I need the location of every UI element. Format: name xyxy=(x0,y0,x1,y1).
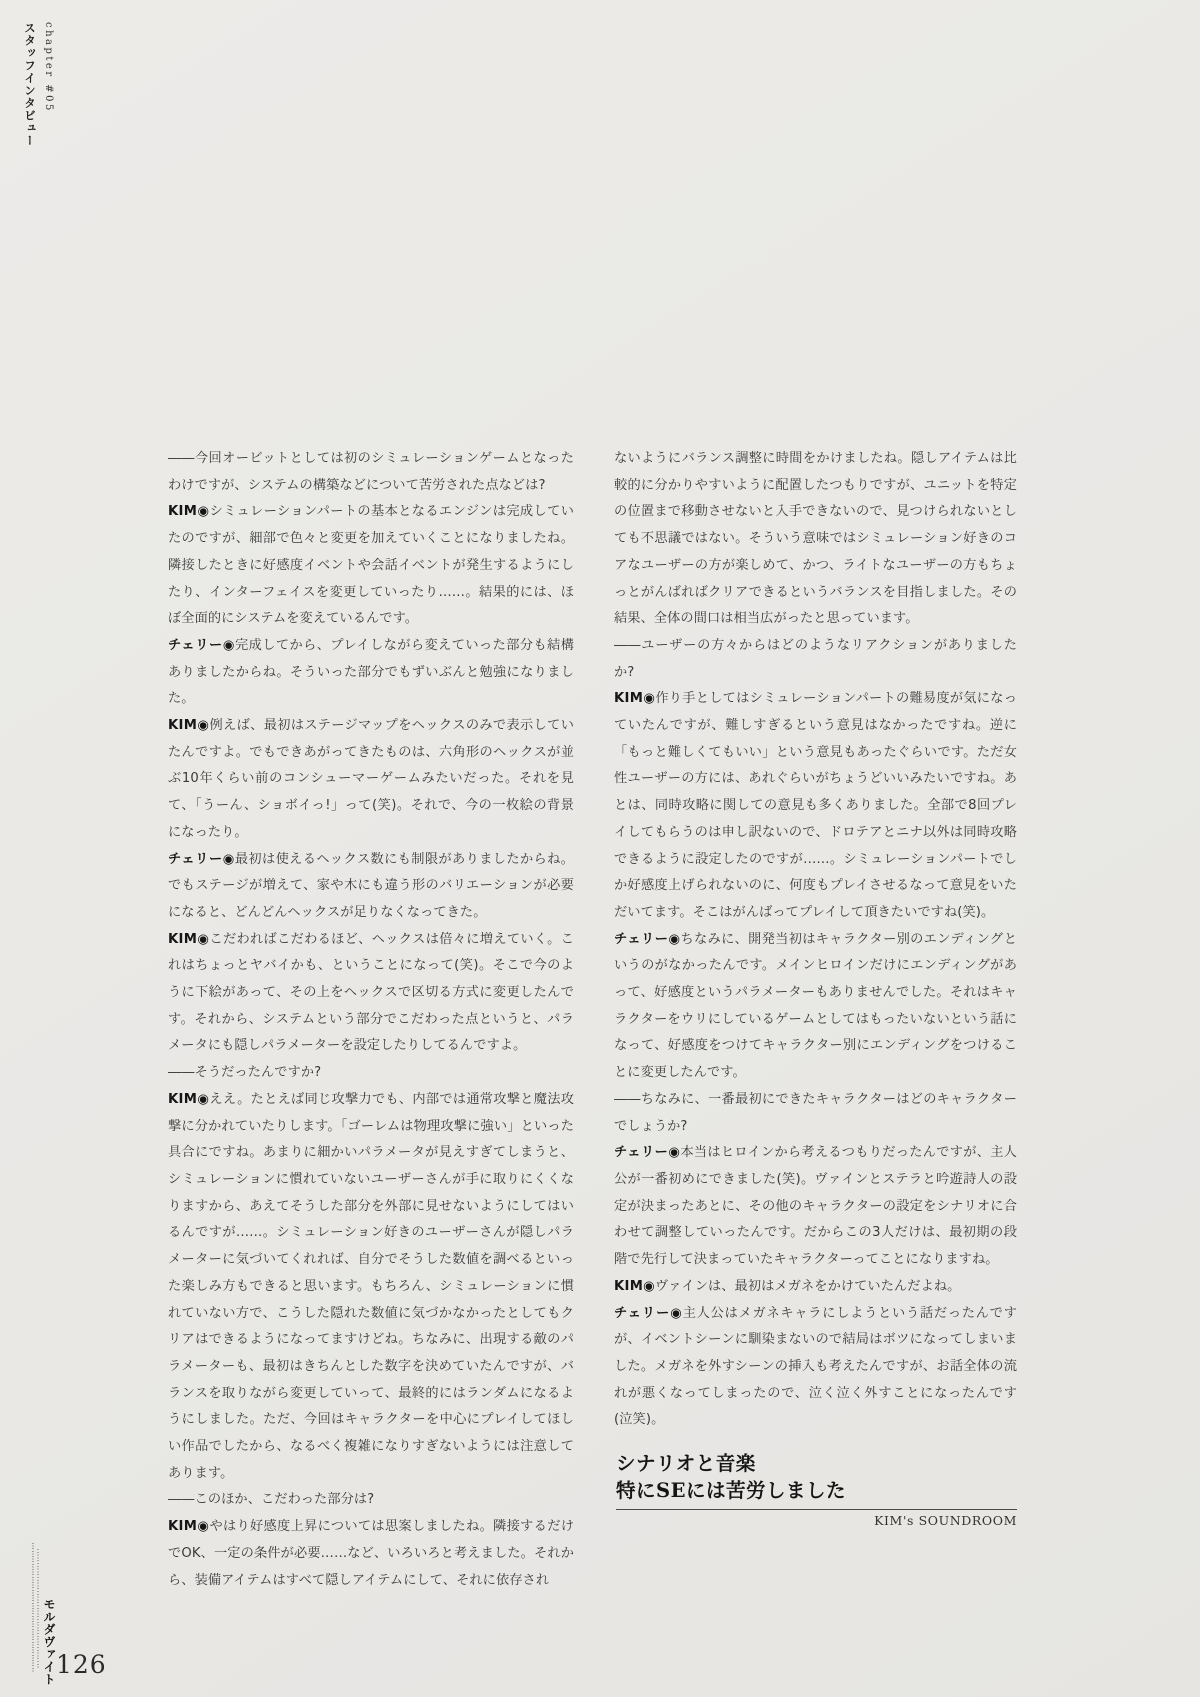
speaker-name: チェリー◉ xyxy=(614,1145,681,1161)
speaker-name: KIM◉ xyxy=(168,1519,210,1535)
speaker-paragraph: KIM◉ええ。たとえば同じ攻撃力でも、内部では通常攻撃と魔法攻撃に分かれていたりします。「ゴーレムは物理攻撃に強い」といった具合にですね。あまりに細かいパラメータが見えすぎてしまうと、シミュレーションに慣れていないユーザーさんが手に取りにくくなりますから、あえてそうした部分を外部に見せないようにしてはいるんですが……。シミュレーション好きのユーザーさんが隠しパラメーターに気づいてくれれば、自分でそうした数値を調べるといった楽しみ方もできると思います。もちろん、シミュレーションに慣れていない方で、こうした隠れた数値に気づかなかったとしてもクリアはできるようになってますけどね。ちなみに、出現する敵のパラメーターも、最初はきちんとした数字を決めていたんですが、バランスを取りながら変更していって、最終的にはランダムになるようにしました。ただ、今回はキャラクターを中心にプレイしてほしい作品でしたから、なるべく複雑になりすぎないようには注意してあります。 xyxy=(168,1091,574,1481)
interviewer-question: ――ちなみに、一番最初にできたキャラクターはどのキャラクターでしょうか? xyxy=(614,1091,1017,1134)
series-title-vertical: モルダヴァイト xyxy=(42,1598,56,1686)
speaker-name: KIM◉ xyxy=(168,1091,210,1107)
section-heading-line1: シナリオと音楽 xyxy=(616,1452,756,1475)
chapter-header xyxy=(22,22,54,147)
speaker-name: KIM◉ xyxy=(614,691,656,707)
speaker-name: KIM◉ xyxy=(614,1278,655,1294)
interviewer-question: ――今回オービットとしては初のシミュレーションゲームとなったわけですが、システムの構築などについて苦労された点などは? xyxy=(168,451,574,493)
interviewer-question: ――このほか、こだわった部分は? xyxy=(168,1492,375,1508)
speaker-paragraph: KIM◉例えば、最初はステージマップをヘックスのみで表示していたんですよ。でもできあがってきたものは、六角形のヘックスが並ぶ10年くらい前のコンシューマーゲームみたいだった。それを見て、「うーん、ショボイっ!」って(笑)。それで、今の一枚絵の背景になったり。 xyxy=(168,718,574,840)
section-divider xyxy=(616,1509,1017,1510)
speaker-paragraph: KIM◉こだわればこだわるほど、ヘックスは倍々に増えていく。これはちょっとヤバイかも、ということになって(笑)。そこで今のように下絵があって、その上をヘックスで区切る方式に変更したんです。それから、システムという部分でこだわった点というと、パラメータにも隠しパラメーターを設定したりしてるんですよ。 xyxy=(168,931,574,1054)
speaker-paragraph: KIM◉やはり好感度上昇については思案しましたね。隣接するだけでOK、一定の条件が必要……など、いろいろと考えました。それから、装備アイテムはすべて隠しアイテムにして、それに依存され xyxy=(168,1519,574,1588)
page-number: 126 xyxy=(56,1650,107,1679)
chapter-title-vertical: スタッフインタビュー xyxy=(23,22,37,147)
speaker-name: KIM◉ xyxy=(168,718,210,734)
speaker-name: チェリー◉ xyxy=(614,931,681,947)
speaker-paragraph: KIM◉作り手としてはシミュレーションパートの難易度が気になっていたんですが、難しすぎるという意見はなかったですね。逆に「もっと難しくてもいい」という意見もあったぐらいです。ただ女性ユーザーの方には、あれぐらいがちょうどいいみたいですね。あとは、同時攻略に関しての意見も多くありました。全部で8回プレイしてもらうのは申し訳ないので、ドロテアとニナ以外は同時攻略できるように設定したのですが……。シミュレーションパートでしか好感度上げられないのに、何度もプレイさせるなって意見をいただいてます。そこはがんばってプレイして頂きたいですね(笑)。 xyxy=(614,691,1017,920)
speaker-paragraph: チェリー◉本当はヒロインから考えるつもりだったんですが、主人公が一番初めにできました(笑)。ヴァインとステラと吟遊詩人の設定が決まったあとに、その他のキャラクターの設定をシナリオに合わせて調整していったんです。だからこの3人だけは、最初期の段階で先行して決まっていたキャラクターってことになりますね。 xyxy=(614,1145,1017,1268)
micro-print-credits xyxy=(32,1543,40,1673)
speaker-paragraph: チェリー◉最初は使えるヘックス数にも制限がありましたからね。でもステージが増えて、家や木にも違う形のバリエーションが必要になると、どんどんヘックスが足りなくなってきた。 xyxy=(168,851,574,920)
speaker-paragraph: チェリー◉主人公はメガネキャラにしようという話だったんですが、イベントシーンに馴染まないので結局はボツになってしまいました。メガネを外すシーンの挿入も考えたんですが、お話全体の流れが悪くなってしまったので、泣く泣く外すことになったんです(泣笑)。 xyxy=(614,1305,1017,1428)
speaker-paragraph: チェリー◉ちなみに、開発当初はキャラクター別のエンディングというのがなかったんです。メインヒロインだけにエンディングがあって、好感度というパラメーターもありませんでした。それはキャラクターをウリにしているゲームとしてはもったいないという話になって、好感度をつけてキャラクター別にエンディングをつけることに変更したんです。 xyxy=(614,931,1017,1081)
section-heading xyxy=(616,1450,1017,1504)
interview-column-left xyxy=(168,446,574,1594)
speaker-name: KIM◉ xyxy=(168,504,210,520)
speaker-paragraph: チェリー◉完成してから、プレイしながら変えていった部分も結構ありましたからね。そういった部分でもずいぶんと勉強になりました。 xyxy=(168,637,574,707)
interview-column-right xyxy=(614,446,1017,1434)
section-caption: KIM's SOUNDROOM xyxy=(874,1513,1017,1528)
interviewer-question: ――ユーザーの方々からはどのようなリアクションがありましたか? xyxy=(614,637,1017,680)
speaker-name: チェリー◉ xyxy=(614,1305,683,1321)
chapter-number-label: chapter #05 xyxy=(43,22,54,113)
next-section-header xyxy=(616,1450,1017,1528)
speaker-name: チェリー◉ xyxy=(168,851,235,867)
speaker-name: チェリー◉ xyxy=(168,637,236,653)
paragraph: ないようにバランス調整に時間をかけましたね。隠しアイテムは比較的に分かりやすいように配置したつもりですが、ユニットを特定の位置まで移動させないと入手できないので、見つけられないとしても不思議ではない。そういう意味ではシミュレーション好きのコアなユーザーの方が楽しめて、かつ、ライトなユーザーの方もちょっとがんばればクリアできるというバランスを目指しました。その結果、全体の間口は相当広がったと思っています。 xyxy=(614,451,1017,627)
interviewer-question: ――そうだったんですか? xyxy=(168,1065,322,1081)
section-heading-line2: 特にSEには苦労しました xyxy=(616,1479,846,1502)
speaker-paragraph: KIM◉ヴァインは、最初はメガネをかけていたんだよね。 xyxy=(614,1278,961,1294)
speaker-paragraph: KIM◉シミュレーションパートの基本となるエンジンは完成していたのですが、細部で色々と変更を加えていくことになりましたね。隣接したときに好感度イベントや会話イベントが発生するようにしたり、インターフェイスを変更していったり……。結果的には、ほぼ全面的にシステムを変えているんです。 xyxy=(168,504,574,627)
speaker-name: KIM◉ xyxy=(168,931,210,947)
